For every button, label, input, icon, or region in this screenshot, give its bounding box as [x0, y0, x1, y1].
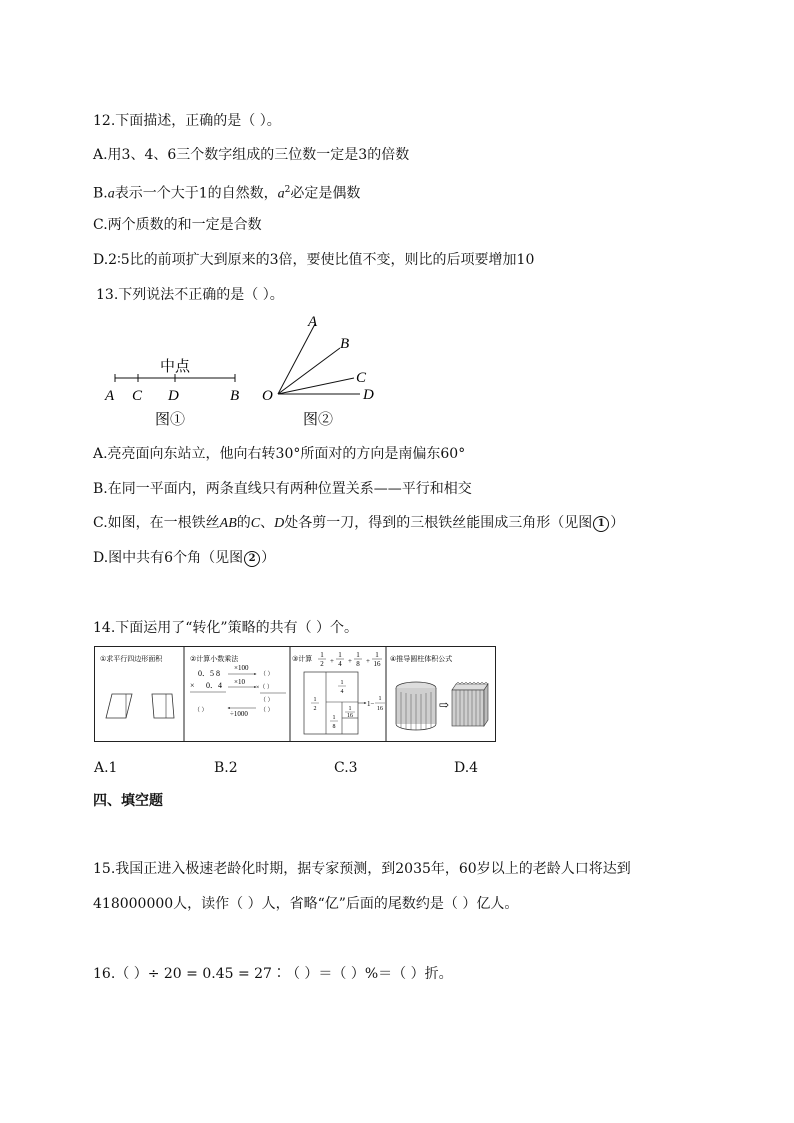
blank-3: （ ） — [260, 708, 274, 714]
one-minus: 1− — [367, 700, 375, 708]
q13-c-ab: AB — [219, 516, 237, 531]
ray-c-label: C — [356, 370, 367, 386]
svg-text:4: 4 — [338, 660, 342, 668]
panel-1-title: ①求平行四边形面积 — [100, 655, 163, 663]
svg-text:2: 2 — [313, 706, 317, 712]
q12-b-prefix: B. — [93, 185, 108, 202]
q13-d-end: ） — [261, 550, 276, 566]
q15-line-2: 418000000人，读作（ ）人，省略“亿”后面的尾数约是（ ）亿人。 — [93, 896, 519, 912]
svg-text:1: 1 — [340, 680, 344, 686]
q13-stem: 13.下列说法不正确的是（ ）。 — [96, 287, 284, 303]
circled-number-1: 1 — [593, 516, 609, 532]
svg-text:1: 1 — [338, 651, 342, 659]
q12-b-square-base: a — [277, 186, 285, 202]
svg-text:16: 16 — [377, 706, 383, 712]
point-d-label: D — [168, 388, 179, 404]
blank-product: （ ） — [194, 708, 208, 714]
q13-figure-2 — [258, 310, 388, 430]
times-10-label: ×10 — [234, 678, 245, 686]
svg-text:8: 8 — [356, 660, 360, 668]
circled-number-2: 2 — [244, 551, 260, 567]
figure-1-caption: 图① — [155, 412, 186, 428]
blank-times: ×（ ） — [256, 685, 273, 691]
panel-2-title: ②计算小数乘法 — [190, 655, 239, 663]
q13-c-pre: C.如图，在一根铁丝 — [93, 515, 220, 531]
plus-1: + — [330, 657, 334, 665]
svg-text:16: 16 — [373, 660, 381, 668]
cuboid-icon — [452, 682, 488, 726]
svg-text:2: 2 — [320, 660, 324, 668]
blank-2: （ ） — [260, 698, 274, 704]
svg-text:1: 1 — [332, 715, 336, 721]
decimal-factor-1: 0．5 8 — [198, 669, 220, 678]
vertex-o-label: O — [262, 388, 273, 404]
q14-strategy-figure — [94, 646, 496, 742]
multiply-sign: × — [190, 681, 195, 690]
q13-option-b: B.在同一平面内，两条直线只有两种位置关系——平行和相交 — [93, 481, 472, 497]
q12-b-var: a — [107, 186, 115, 202]
decimal-factor-2: 0．4 — [206, 681, 222, 690]
svg-text:1: 1 — [313, 697, 317, 703]
q13-c-sep: 、 — [260, 515, 275, 531]
q14-stem: 14.下面运用了“转化”策略的共有（ ）个。 — [93, 620, 359, 636]
q14-option-c: C.3 — [334, 760, 358, 776]
figure-2-caption: 图② — [303, 412, 334, 428]
svg-text:1: 1 — [356, 651, 360, 659]
divide-1000-label: ÷1000 — [230, 710, 248, 718]
q12-b-mid: 表示一个大于1的自然数， — [114, 185, 278, 202]
q16-text: 16.（ ）÷ 20 = 0.45 = 27∶（ ）＝（ ）%＝（ ）折。 — [93, 966, 453, 982]
q12-b-exponent: 2 — [284, 185, 291, 195]
svg-text:1: 1 — [348, 706, 352, 712]
q12-b-suffix: 必定是偶数 — [290, 185, 361, 202]
transform-arrow-icon: ⇨ — [439, 698, 450, 712]
q13-figure-1 — [100, 350, 250, 430]
panel-4-title: ④推导圆柱体积公式 — [390, 655, 453, 663]
plus-3: + — [366, 657, 370, 665]
ray-d-label: D — [363, 387, 374, 403]
svg-text:1: 1 — [320, 651, 324, 659]
q14-option-b: B.2 — [214, 760, 238, 776]
q13-c-c: C — [250, 516, 261, 531]
q13-c-d: D — [274, 516, 285, 531]
svg-text:1: 1 — [378, 696, 382, 702]
q13-c-mid: 的 — [236, 515, 251, 531]
q13-option-a: A.亮亮面向东站立，他向右转30°所面对的方向是南偏东60° — [93, 446, 466, 462]
q13-c-post: 处各剪一刀，得到的三根铁丝能围成三角形（见图 — [284, 515, 593, 531]
q12-option-d: D.2∶5比的前项扩大到原来的3倍，要使比值不变，则比的后项要增加10 — [93, 252, 535, 268]
svg-text:16: 16 — [347, 713, 353, 719]
section-heading: 四、填空题 — [93, 793, 163, 809]
q12-option-a: A.用3、4、6三个数字组成的三位数一定是3的倍数 — [93, 147, 410, 163]
svg-text:1: 1 — [375, 651, 379, 659]
times-100-label: ×100 — [234, 664, 249, 672]
q12-stem: 12.下面描述，正确的是（ ）。 — [93, 113, 281, 129]
point-a-label: A — [105, 388, 115, 404]
ray-b-label: B — [340, 336, 350, 352]
midpoint-label: 中点 — [160, 359, 191, 375]
q13-d-pre: D.图中共有6个角（见图 — [93, 550, 244, 566]
q12-option-c: C.两个质数的和一定是合数 — [93, 217, 262, 233]
q13-option-c — [93, 514, 624, 533]
q12-option-b — [93, 181, 360, 204]
point-c-label: C — [132, 388, 143, 404]
svg-text:8: 8 — [332, 724, 336, 730]
ray-a-label: A — [308, 314, 318, 330]
blank-1: （ ） — [260, 672, 274, 678]
svg-text:4: 4 — [340, 689, 344, 695]
point-b-label: B — [230, 388, 240, 404]
q15-line-1: 15.我国正进入极速老龄化时期，据专家预测，到2035年，60岁以上的老龄人口将达到 — [93, 861, 631, 877]
panel-3-title: ③计算 — [292, 655, 313, 663]
q13-option-d — [93, 549, 275, 567]
q14-option-d: D.4 — [454, 760, 479, 776]
plus-2: + — [348, 657, 352, 665]
q13-c-end: ） — [610, 515, 625, 531]
q14-option-a: A.1 — [94, 760, 118, 776]
cylinder-icon — [396, 682, 436, 730]
